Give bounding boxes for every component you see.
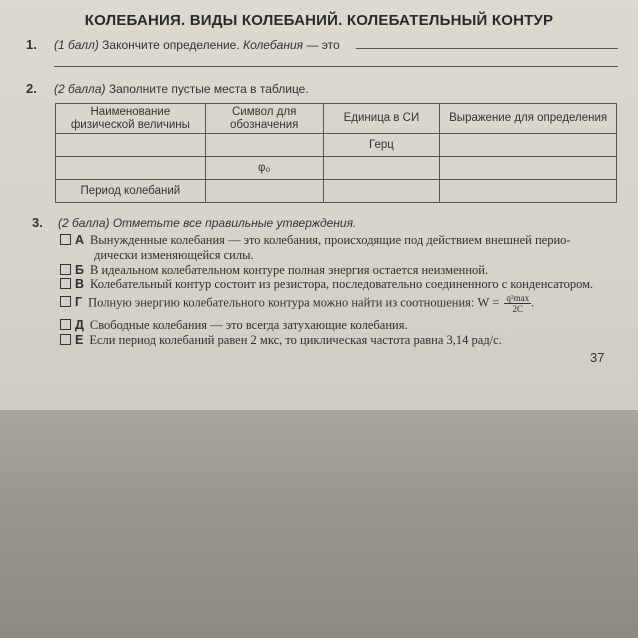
checkbox[interactable] [60, 278, 71, 289]
q2-instruction: Заполните пустые места в таблице. [108, 82, 309, 96]
underlying-page [0, 410, 638, 638]
table-row [56, 180, 617, 203]
quantities-table [55, 103, 617, 203]
q2-text [54, 82, 309, 96]
table-cell: φ₀ [205, 157, 323, 180]
q1-answer-line-1[interactable] [356, 48, 618, 49]
q1-points: (1 балл) [54, 38, 99, 52]
option-v[interactable]: В Колебательный контур состоит из резистора, последовательно соединенного с конденсатором. [60, 277, 593, 292]
q2-number: 2. [26, 81, 37, 96]
table-cell[interactable] [323, 157, 440, 180]
checkbox[interactable] [60, 334, 71, 345]
header-name: Наименование физической величины [56, 104, 206, 134]
header-si-unit: Единица в СИ [323, 104, 440, 134]
option-d[interactable]: Д Свободные колебания — это всегда затухающие колебания. [60, 318, 408, 333]
q1-instruction: Закончите определение. [102, 38, 240, 52]
option-a-continuation: дически изменяющейся силы. [94, 248, 254, 262]
table-cell[interactable] [440, 157, 617, 180]
table-cell: Герц [323, 134, 440, 157]
table-header-row [56, 104, 617, 134]
energy-formula: $\frac{\text{q²max}}{2C}$ [506, 293, 530, 314]
q2-points: (2 балла) [54, 82, 106, 96]
q1-term: Колебания [243, 38, 304, 52]
q3-points: (2 балла) [58, 216, 110, 230]
q3-text [58, 216, 356, 230]
table-cell[interactable] [56, 134, 206, 157]
table-cell[interactable] [205, 180, 323, 203]
table-cell: Период колебаний [56, 180, 206, 203]
checkbox[interactable] [60, 234, 71, 245]
option-e[interactable]: Е Если период колебаний равен 2 мкс, то циклическая частота равна 3,14 рад/с. [60, 333, 502, 348]
q3-number: 3. [32, 215, 43, 230]
table-row [56, 134, 617, 157]
checkbox[interactable] [60, 296, 71, 307]
q1-dash: — это [306, 38, 340, 52]
table-cell[interactable] [205, 134, 323, 157]
page-title: КОЛЕБАНИЯ. ВИДЫ КОЛЕБАНИЙ. КОЛЕБАТЕЛЬНЫЙ КОНТУР [84, 12, 554, 29]
option-b[interactable]: Б В идеальном колебательном контуре полная энергия остается неизменной. [60, 263, 488, 278]
header-expression: Выражение для определения [440, 104, 617, 134]
q3-instruction: Отметьте все правильные утверждения. [112, 216, 357, 230]
q1-number: 1. [26, 37, 37, 52]
table-cell[interactable] [440, 134, 617, 157]
q1-answer-line-2[interactable] [54, 66, 618, 67]
page-number: 37 [590, 350, 605, 365]
checkbox[interactable] [60, 264, 71, 275]
option-a[interactable]: А Вынужденные колебания — это колебания, происходящие под действием внешней перио- [60, 233, 571, 248]
table-cell[interactable] [323, 180, 440, 203]
table-cell[interactable] [56, 157, 206, 180]
option-g[interactable]: Г Полную энергию колебательного контура можно найти из соотношения: W = $\frac{\text{q²max}}{2C}$ . [60, 293, 534, 314]
table-row [56, 157, 617, 180]
q1-text [54, 38, 340, 52]
table-cell[interactable] [440, 180, 617, 203]
header-symbol: Символ для обозначения [205, 104, 323, 134]
checkbox[interactable] [60, 319, 71, 330]
